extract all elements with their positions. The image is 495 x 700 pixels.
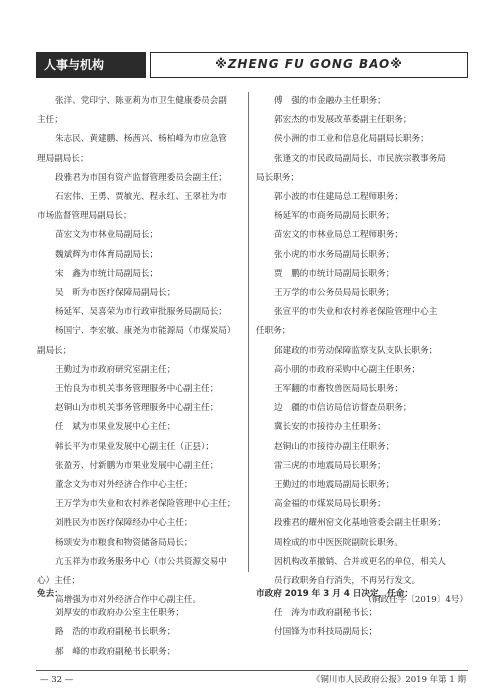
text-line: 付国锋为市科技局副局长；: [274, 627, 378, 638]
dismissal-section: [37, 585, 249, 662]
text-line: 张小虎的市水务局副局长职务；: [274, 249, 395, 260]
text-line: 杨延军的市商务局副局长职务；: [274, 211, 395, 222]
text-line: 吴 昕为市医疗保障局副局长；: [55, 288, 176, 299]
text-line: 郝 峰的市政府副秘书长职务；: [55, 646, 176, 657]
text-line: 主任；: [37, 115, 63, 126]
text-line: 刘胜民为市医疗保障经办中心主任；: [55, 518, 193, 529]
text-line: 郭宏杰的市发展改革委副主任职务；: [274, 115, 412, 126]
text-line: 因机构改革撤销、合并或更名的单位，相关人: [274, 556, 446, 567]
text-line: 杨国宁、李宏敏、康尧为市能源局（市煤炭局）: [55, 326, 236, 337]
text-line: 苗宏文的市林业局总工程师职务；: [274, 230, 403, 241]
text-line: 理局副局长；: [37, 153, 89, 164]
text-line: 心）主任；: [37, 576, 80, 587]
text-line: 韩长平为市果业发展中心副主任（正县）；: [55, 441, 214, 452]
text-line: 刘厚安的市政府办公室主任职务；: [55, 608, 184, 619]
text-line: 杨延军、吴喜荣为市行政审批服务局副局长；: [55, 307, 227, 318]
text-line: 任 斌为市果业发展中心主任；: [55, 422, 176, 433]
text-line: 赵铜山的市接待办副主任职务；: [274, 441, 395, 452]
text-line: 侯小洲的市工业和信息化局副局长职务；: [274, 134, 429, 145]
text-line: 市场监督管理局副局长；: [37, 211, 132, 222]
journal-issue: 《铜川市人民政府公报》2019 年第 1 期: [311, 675, 466, 685]
text-line: 冀长安的市接待办主任职务；: [274, 422, 386, 433]
text-line: 贾 鹏的市统计局副局长职务；: [274, 268, 395, 279]
text-line: 王勤过为市政府研究室副主任；: [55, 364, 176, 375]
text-line: （铜政任字〔2019〕4号）: [363, 595, 468, 606]
text-line: 路 浩的市政府副秘书长职务；: [55, 627, 176, 638]
text-line: 赵铜山为市机关事务管理服务中心副主任；: [55, 403, 219, 414]
appointment-section: [256, 585, 468, 643]
text-line: 朱志民、黄建鹏、杨茜兴、杨柏峰为市应急管: [55, 134, 227, 145]
text-line: 王万学的市公务员局局长职务；: [274, 288, 395, 299]
left-column: [37, 92, 249, 610]
text-line: 高增强为市对外经济合作中心副主任。: [55, 595, 202, 606]
text-line: 王万学为市失业和农村养老保险管理中心主任；: [55, 499, 236, 510]
text-line: 董念文为市对外经济合作中心主任；: [55, 480, 193, 491]
dismissal-heading: 免去：: [37, 589, 63, 599]
text-line: 宋 鑫为市统计局副局长；: [55, 268, 159, 279]
text-line: 傅 强的市金融办主任职务；: [274, 96, 386, 106]
text-line: 周栓成的市中医医院副院长职务。: [274, 537, 403, 548]
text-line: 王勤过的市地震局副局长职务；: [274, 480, 395, 491]
text-line: 张洋、党印宁、陈亚莉为市卫生健康委员会副: [55, 96, 227, 106]
text-line: 段雅君的耀州窑文化基地管委会副主任职务；: [274, 518, 446, 529]
journal-name-banner: ※ZHENG FU GONG BAO※: [150, 52, 468, 78]
text-line: 任职务；: [256, 326, 291, 337]
text-line: 张盈芳、付新鹏为市果业发展中心副主任；: [55, 460, 219, 471]
text-line: 杨颂安为市粮食和物资储备局局长；: [55, 537, 193, 548]
text-line: 局长职务；: [256, 172, 299, 183]
page-footer: [36, 670, 468, 687]
text-line: 亢玉祥为市政务服务中心（市公共资源交易中: [55, 556, 227, 567]
text-line: 任 涛为市政府副秘书长；: [274, 608, 378, 619]
text-line: 石宏伟、王勇、贾敏光、程永红、王翠社为市: [55, 192, 227, 203]
right-column: [256, 92, 468, 610]
text-line: 张逢文的市民政局副局长、市民族宗教事务局: [274, 153, 446, 164]
text-line: 邱建政的市劳动保障监察支队支队长职务；: [274, 345, 438, 356]
page-number: — 32 —: [40, 675, 74, 685]
text-line: 段雅君为市国有资产监督管理委员会副主任；: [55, 172, 227, 183]
section-label: 人事与机构: [36, 52, 146, 78]
text-line: 雷三虎的市地震局局长职务；: [274, 460, 386, 471]
text-line: 苗宏文为市林业局副局长；: [55, 230, 159, 241]
text-line: 边 疆的市信访局信访督查员职务；: [274, 403, 412, 414]
text-line: 副局长；: [37, 345, 72, 356]
text-line: 高金福的市煤炭局局长职务；: [274, 499, 386, 510]
text-line: 高小朋的市政府采购中心副主任职务；: [274, 364, 421, 375]
text-line: 员行政职务自行消失，不再另行发文。: [274, 576, 421, 587]
text-line: 王怡良为市机关事务管理服务中心副主任；: [55, 384, 219, 395]
text-line: 魏斌辉为市体育局副局长；: [55, 249, 159, 260]
page-header: [36, 52, 468, 78]
appointment-heading: 市政府 2019 年 3 月 4 日决定，任命：: [256, 589, 413, 599]
text-line: 王军翻的市畜牧兽医局局长职务；: [274, 384, 403, 395]
text-line: 张宣平的市失业和农村养老保险管理中心主: [274, 307, 438, 318]
text-line: 郭小波的市住建局总工程师职务；: [274, 192, 403, 203]
